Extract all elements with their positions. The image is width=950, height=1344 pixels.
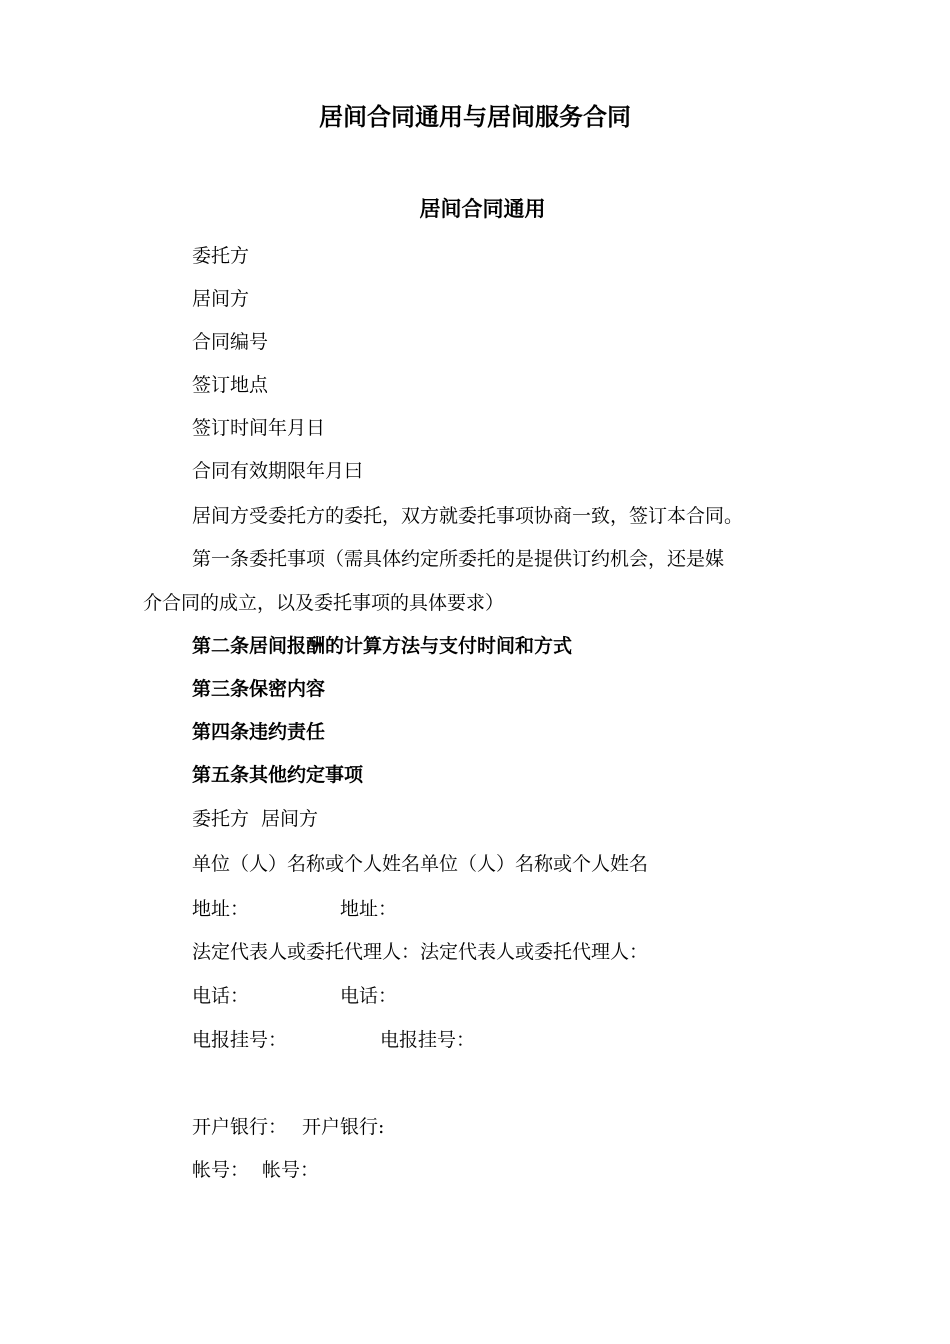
article-4-heading: 第四条违约责任 <box>192 721 326 743</box>
signature-parties-row <box>192 806 318 832</box>
article-3-heading: 第三条保密内容 <box>192 678 326 700</box>
signature-representative-left: 法定代表人或委托代理人： <box>192 941 421 963</box>
signature-representative-right: 法定代表人或委托代理人： <box>420 941 649 963</box>
signature-phone-row <box>192 983 397 1009</box>
signature-name-row <box>192 851 648 877</box>
signature-telegram-right: 电报挂号： <box>380 1029 476 1051</box>
document-title: 居间合同通用与居间服务合同 <box>319 102 631 131</box>
party-broker-line: 居间方 <box>192 288 250 310</box>
signature-name-right: 单位（人）名称或个人姓名 <box>420 853 649 875</box>
sign-place-line: 签订地点 <box>192 374 269 396</box>
signature-address-row <box>192 896 397 922</box>
signature-telegram-row <box>192 1027 475 1053</box>
article-1-line-1: 第一条委托事项（需具体约定所委托的是提供订约机会，还是媒 <box>192 548 725 570</box>
signature-address-left: 地址： <box>192 898 250 920</box>
signature-account-right: 帐号： <box>262 1159 320 1181</box>
article-2-heading: 第二条居间报酬的计算方法与支付时间和方式 <box>192 635 573 657</box>
article-5-heading: 第五条其他约定事项 <box>192 764 364 786</box>
signature-account-left: 帐号： <box>192 1159 250 1181</box>
signature-address-right: 地址： <box>340 898 398 920</box>
signature-broker-label: 居间方 <box>261 808 319 830</box>
signature-client-label: 委托方 <box>192 808 250 830</box>
document-subtitle: 居间合同通用 <box>419 196 546 221</box>
intro-paragraph: 居间方受委托方的委托，双方就委托事项协商一致，签订本合同。 <box>192 505 744 527</box>
signature-account-row <box>192 1157 319 1183</box>
contract-number-line: 合同编号 <box>192 331 269 353</box>
article-1-line-2: 介合同的成立，以及委托事项的具体要求） <box>143 592 505 614</box>
signature-bank-row <box>192 1114 384 1140</box>
signature-representative-row <box>192 939 648 965</box>
signature-bank-left: 开户银行： <box>192 1116 288 1138</box>
party-client-line: 委托方 <box>192 245 250 267</box>
signature-name-left: 单位（人）名称或个人姓名 <box>192 853 421 875</box>
signature-phone-right: 电话： <box>340 985 398 1007</box>
signature-bank-right: 开户银行: <box>302 1116 385 1138</box>
validity-line: 合同有效期限年月曰 <box>192 460 364 482</box>
signature-telegram-left: 电报挂号： <box>192 1029 288 1051</box>
sign-time-line: 签订时间年月日 <box>192 417 326 439</box>
signature-phone-left: 电话： <box>192 985 250 1007</box>
